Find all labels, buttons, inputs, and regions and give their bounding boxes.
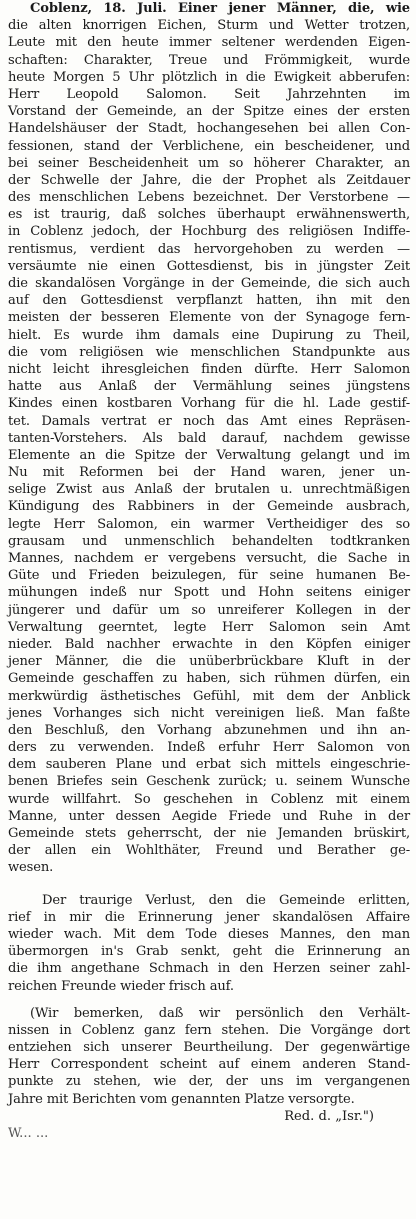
text-line: legte Herr Salomon, ein warmer Vertheidiger des so <box>8 516 410 532</box>
text-line: grausam und unmenschlich behandelten todtkranken <box>8 533 410 549</box>
text-line: (Wir bemerken, daß wir persönlich den Verhält- <box>30 1005 410 1021</box>
text-line: übermorgen in's Grab senkt, geht die Erinnerung an <box>8 944 410 960</box>
paragraph-spacer <box>8 995 410 1005</box>
text-line: nicht leicht ihresgleichen finden dürfte. Herr Salomon <box>8 361 410 377</box>
text-line: den Beschluß, den Vorhang abzunehmen und ihn an- <box>8 722 410 738</box>
text-line: Der traurige Verlust, den die Gemeinde erlitten, <box>42 892 410 908</box>
paragraph-spacer <box>8 877 410 892</box>
text-line: merkwürdig ästhetisches Gefühl, mit dem der Anblick <box>8 688 410 704</box>
text-line: rentismus, verdient das hervorgehoben zu werden — <box>8 241 410 257</box>
editor-signature: Red. d. „Isr.") <box>284 1108 374 1124</box>
text-line: Manne, unter dessen Aegide Friede und Ruhe in der <box>8 808 410 824</box>
text-line: meisten der besseren Elemente von der Synagoge fern- <box>8 310 410 326</box>
text-line: selige Zwist aus Anlaß der brutalen u. unrechtmäßigen <box>8 482 410 498</box>
text-line: Kündigung des Rabbiners in der Gemeinde ausbrach, <box>8 499 410 515</box>
article-column <box>8 0 410 1141</box>
text-line: Verwaltung geerntet, legte Herr Salomon sein Amt <box>8 619 410 635</box>
text-line: dem sauberen Plane und erbat sich mittels eingeschrie- <box>8 757 410 773</box>
text-line: mühungen indeß nur Spott und Hohn seitens einiger <box>8 585 410 601</box>
article-paragraph-2 <box>8 892 410 995</box>
article-paragraph-1 <box>8 0 410 877</box>
text-line: benen Briefes sein Geschenk zurück; u. seinem Wunsche <box>8 774 410 790</box>
text-line: jenes Vorhanges sich nicht vereinigen ließ. Man faßte <box>8 705 410 721</box>
text-line: rief in mir die Erinnerung jener skandalösen Affaire <box>8 909 410 925</box>
text-line: Jahre mit Berichten vom genannten Platze versorgte. <box>8 1091 355 1107</box>
text-line: hielt. Es wurde ihm damals eine Dupirung zu Theil, <box>8 327 410 343</box>
text-line: die alten knorrigen Eichen, Sturm und Wetter trotzen, <box>8 18 410 34</box>
text-line: es ist traurig, daß solches überhaupt erwähnenswerth, <box>8 207 410 223</box>
text-line: nissen in Coblenz ganz fern stehen. Die Vorgänge dort <box>8 1022 410 1038</box>
text-line: reichen Freunde wieder frisch auf. <box>8 978 234 994</box>
article-paragraph-3 <box>8 1005 410 1108</box>
text-line: wieder wach. Mit dem Tode dieses Mannes, den man <box>8 926 410 942</box>
text-line: Nu mit Reformen bei der Hand waren, jener un- <box>8 465 410 481</box>
text-line: Coblenz, 18. Juli. Einer jener Männer, die, wie <box>30 1 410 16</box>
text-line: auf den Gottesdienst verpflanzt hatten, ihn mit den <box>8 293 410 309</box>
cut-off-next-line: W... ... <box>8 1126 49 1141</box>
text-line: entziehen sich unserer Beurtheilung. Der gegenwärtige <box>8 1040 410 1056</box>
text-line: Güte und Frieden beizulegen, für seine humanen Be- <box>8 568 410 584</box>
text-line: nieder. Bald nachher erwachte in den Köpfen einiger <box>8 636 410 652</box>
text-line: die skandalösen Vorgänge in der Gemeinde, die sich auch <box>8 276 410 291</box>
text-line: tanten-Vorstehers. Als bald darauf, nachdem gewisse <box>8 430 410 446</box>
text-line: Elemente an die Spitze der Verwaltung gelangt und im <box>8 447 410 463</box>
text-line: heute Morgen 5 Uhr plötzlich in die Ewigkeit abberufen: <box>8 69 410 85</box>
text-line: jener Männer, die die unüberbrückbare Kluft in der <box>8 654 410 670</box>
text-line: Mannes, nachdem er vergebens versucht, die Sache in <box>8 551 410 566</box>
text-line: in Coblenz jedoch, der Hochburg des religiösen Indiffe- <box>8 224 410 240</box>
text-line: versäumte nie einen Gottesdienst, bis in jüngster Zeit <box>8 258 410 274</box>
text-line: Vorstand der Gemeinde, an der Spitze eines der ersten <box>8 104 410 120</box>
text-line: bei seiner Bescheidenheit um so höherer Charakter, an <box>8 155 410 171</box>
text-line: tet. Damals vertrat er noch das Amt eines Repräsen- <box>8 413 410 429</box>
text-line: Gemeinde geschaffen zu haben, sich rühmen dürfen, ein <box>8 671 410 687</box>
text-line: ders zu verwenden. Indeß erfuhr Herr Salomon von <box>8 740 410 756</box>
text-line: Herr Leopold Salomon. Seit Jahrzehnten im <box>8 86 410 102</box>
text-line: Herr Correspondent scheint auf einem anderen Stand- <box>8 1057 410 1073</box>
text-line: Kindes einen kostbaren Vorhang für die hl. Lade gestif- <box>8 396 410 412</box>
text-line: die ihm angethane Schmach in den Herzen seiner zahl- <box>8 961 410 977</box>
text-line: fessionen, stand der Verblichene, ein bescheidener, und <box>8 138 410 154</box>
text-line: wesen. <box>8 860 54 876</box>
text-line: Handelshäuser der Stadt, hochangesehen bei allen Con- <box>8 121 410 137</box>
text-line: wurde willfahrt. So geschehen in Coblenz mit einem <box>8 791 410 807</box>
text-line: schaften: Charakter, Treue und Frömmigkeit, wurde <box>8 52 410 68</box>
text-line: hatte aus Anlaß der Vermählung seines jüngstens <box>8 379 410 395</box>
text-line: der allen ein Wohlthäter, Freund und Berather ge- <box>8 843 410 859</box>
text-line: Leute mit den heute immer seltener werdenden Eigen- <box>8 35 410 51</box>
text-line: die vom religiösen wie menschlichen Standpunkte aus <box>8 344 410 360</box>
text-line: jüngerer und dafür um so unreiferer Kollegen in der <box>8 602 410 618</box>
text-line: punkte zu stehen, wie der, der uns im vergangenen <box>8 1074 410 1090</box>
text-line: des menschlichen Lebens bezeichnet. Der Verstorbene — <box>8 190 410 206</box>
text-line: der Schwelle der Jahre, die der Prophet als Zeitdauer <box>8 172 410 188</box>
text-line: Gemeinde stets geherrscht, der nie Jemanden brüskirt, <box>8 826 410 841</box>
